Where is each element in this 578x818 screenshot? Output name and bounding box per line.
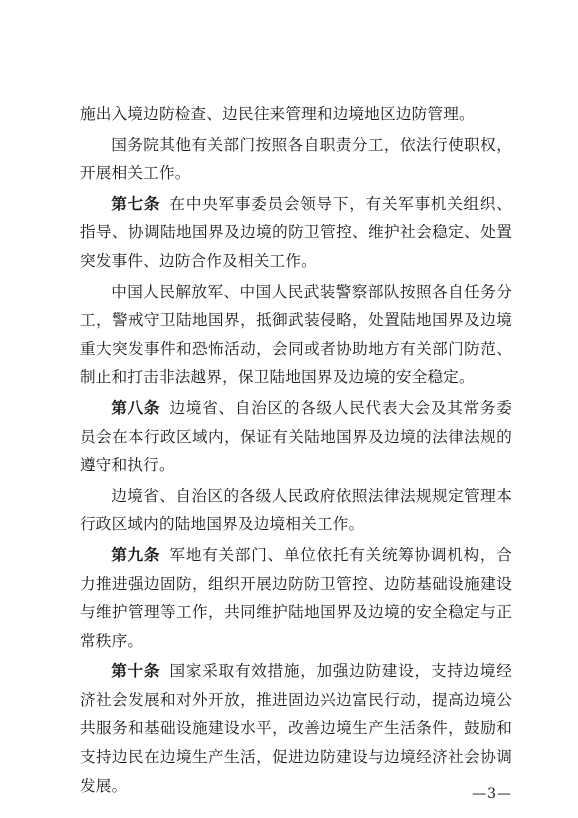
- paragraph-text: 军地有关部门、单位依托有关统筹协调机构，合力推进强边固防，组织开展边防防卫管控、边防基础设施建设与维护管理等工作，共同维护陆地国界及边境的安全稳定与正常秩序。: [80, 545, 512, 650]
- paragraph-text: 边境省、自治区的各级人民政府依照法律法规规定管理本行政区域内的陆地国界及边境相关工作。: [80, 486, 512, 534]
- paragraph-text: 施出入境边防检查、边民往来管理和边境地区边防管理。: [80, 105, 475, 123]
- article-number: 第十条: [111, 662, 161, 681]
- article-10: [80, 657, 512, 800]
- article-number: 第九条: [111, 545, 161, 564]
- page-number: —3—: [472, 786, 512, 802]
- paragraph-text: 在中央军事委员会领导下，有关军事机关组织、指导、协调陆地国界及边境的防卫管控、维护社会稳定、处置突发事件、边防合作及相关工作。: [80, 194, 512, 270]
- paragraph-text: 国家采取有效措施，加强边防建设，支持边境经济社会发展和对外开放，推进固边兴边富民行动，提高边境公共服务和基础设施建设水平，改善边境生产生活条件，鼓励和支持边民在边境生产生活，促进边防建设与边境经济社会协调发展。: [80, 662, 512, 795]
- paragraph-6: [80, 482, 512, 539]
- paragraph-1: [80, 100, 512, 129]
- paragraph-text: 中国人民解放军、中国人民武装警察部队按照各自任务分工，警戒守卫陆地国界，抵御武装侵略，处置陆地国界及边境重大突发事件和恐怖活动，会同或者协助地方有关部门防范、制止和打击非法越界，保卫陆地国界及边境的安全稳定。: [80, 282, 512, 387]
- article-7: [80, 190, 512, 276]
- paragraph-2: [80, 131, 512, 188]
- article-number: 第七条: [111, 194, 161, 213]
- paragraph-text: 边境省、自治区的各级人民代表大会及其常务委员会在本行政区域内，保证有关陆地国界及边境的法律法规的遵守和执行。: [80, 398, 512, 475]
- document-body: [80, 100, 512, 802]
- article-number: 第八条: [111, 398, 161, 417]
- paragraph-text: 国务院其他有关部门按照各自职责分工，依法行使职权，开展相关工作。: [80, 135, 512, 183]
- article-8: [80, 394, 512, 480]
- paragraph-4: [80, 278, 512, 392]
- article-9: [80, 541, 512, 655]
